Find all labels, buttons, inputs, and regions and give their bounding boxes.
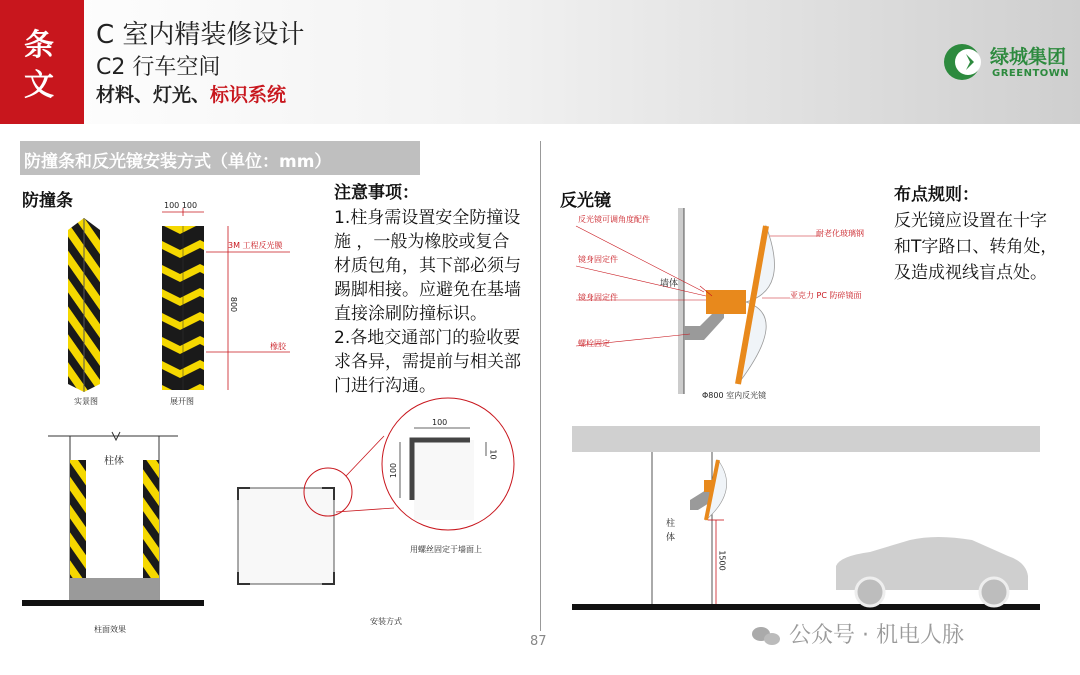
mirror-elevation-drawing xyxy=(572,426,1040,610)
topics-highlight: 标识系统 xyxy=(210,84,287,106)
column-divider xyxy=(540,141,541,631)
page-subtitle: C2 行车空间 xyxy=(96,55,221,80)
dim-top: 100 100 xyxy=(164,201,198,210)
wechat-icon xyxy=(752,625,782,647)
notes-line: 2.各地交通部门的验收要 xyxy=(334,328,521,348)
logo-text-en: GREENTOWN xyxy=(992,68,1070,79)
install-method-caption: 安装方式 xyxy=(370,617,402,626)
notes-line: 施 ，一般为橡胶或复合 xyxy=(334,232,510,252)
annot-film: 3M 工程反光膜 xyxy=(228,241,283,250)
detail-dim-100a: 100 xyxy=(432,418,448,427)
annot-adjust: 反光镜可调角度配件 xyxy=(578,215,650,224)
annot-wall: 墙体 xyxy=(660,279,679,289)
annot-fix-2: 镜身固定件 xyxy=(578,293,618,302)
annot-rubber: 橡胶 xyxy=(270,342,286,351)
rules-line: 反光镜应设置在十字 xyxy=(894,211,1047,231)
watermark xyxy=(752,618,964,649)
caption-real: 实景图 xyxy=(74,397,98,406)
annot-fix-1: 镜身固定件 xyxy=(578,255,618,264)
notes-heading: 注意事项： xyxy=(334,183,419,203)
column-char-1: 柱 xyxy=(666,519,676,529)
logo-text-cn: 绿城集团 xyxy=(990,46,1067,68)
notes-line: 直接涂刷防撞标识。 xyxy=(334,304,487,324)
topics-plain: 材料、灯光、 xyxy=(96,84,211,106)
caption-unfold: 展开图 xyxy=(170,397,194,406)
bumper-photo xyxy=(68,218,100,392)
section-title: 防撞条和反光镜安装方式（单位：mm） xyxy=(24,152,332,172)
page-title: C 室内精装修设计 xyxy=(96,20,305,50)
watermark-text: 公众号 · 机电人脉 xyxy=(789,623,964,648)
notes-line: 求各异，需提前与相关部 xyxy=(334,352,521,372)
notes-line: 踢脚相接。应避免在基墙 xyxy=(334,280,521,300)
annot-pc: 亚克力 PC 防碎镜面 xyxy=(790,291,862,300)
annot-bolt: 螺栓固定 xyxy=(578,339,610,348)
clause-char-2: 文 xyxy=(24,68,54,103)
annot-glass: 耐老化玻璃钢 xyxy=(816,229,864,238)
notes-body xyxy=(334,206,540,398)
bumper-label: 防撞条 xyxy=(22,191,73,211)
clause-char-1: 条 xyxy=(24,28,54,63)
mirror-label: 反光镜 xyxy=(560,191,611,211)
install-method-drawing xyxy=(238,398,514,584)
rules-heading: 布点规则： xyxy=(894,185,979,205)
notes-line: 门进行沟通。 xyxy=(334,376,436,396)
page-number: 87 xyxy=(530,634,547,649)
bumper-unfold-drawing xyxy=(162,208,290,390)
install-caption: 用螺丝固定于墙面上 xyxy=(410,545,482,554)
column-char-2: 体 xyxy=(666,533,676,543)
rules-body xyxy=(894,208,1078,286)
rules-line: 和T字路口、转角处， xyxy=(894,237,1058,257)
dim-height: 800 xyxy=(229,296,239,313)
mirror-caption: Φ800 室内反光镜 xyxy=(702,391,767,400)
height-dim: 1500 xyxy=(717,550,727,571)
rules-line: 及造成视线盲点处。 xyxy=(894,263,1047,283)
notes-line: 材质包角，其下部必须与 xyxy=(334,256,521,276)
detail-dim-100b: 100 xyxy=(389,462,399,479)
column-effect-caption: 柱面效果 xyxy=(94,625,126,634)
notes-line: 1.柱身需设置安全防撞设 xyxy=(334,208,521,228)
column-label: 柱体 xyxy=(104,456,124,467)
detail-dim-10: 10 xyxy=(488,449,498,460)
